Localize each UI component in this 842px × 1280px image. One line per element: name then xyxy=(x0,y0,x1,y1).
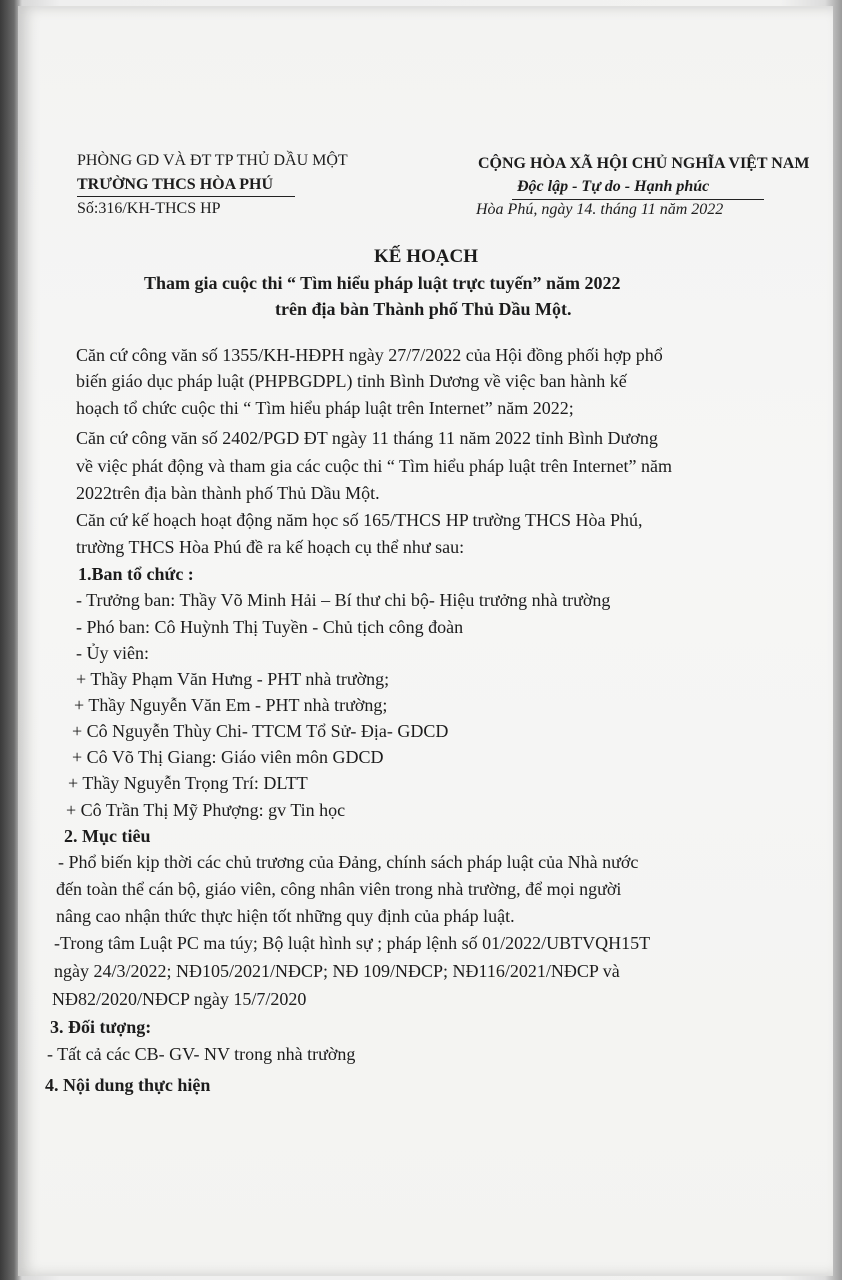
body-line: 2022trên địa bàn thành phố Thủ Dầu Một. xyxy=(76,483,380,503)
body-line: Căn cứ công văn số 2402/PGD ĐT ngày 11 tháng 11 năm 2022 tỉnh Bình Dương xyxy=(76,428,658,448)
body-line: nâng cao nhận thức thực hiện tốt những quy định của pháp luật. xyxy=(56,906,515,926)
section-heading-1: 1.Ban tổ chức : xyxy=(78,564,194,584)
department-name: PHÒNG GD VÀ ĐT TP THỦ DẦU MỘT xyxy=(77,152,348,169)
national-motto: Độc lập - Tự do - Hạnh phúc xyxy=(517,178,710,195)
list-item: + Cô Nguyễn Thùy Chi- TTCM Tổ Sử- Địa- GDCD xyxy=(72,721,449,741)
document-title: KẾ HOẠCH xyxy=(374,246,478,267)
body-line: về việc phát động và tham gia các cuộc thi “ Tìm hiểu pháp luật trên Internet” năm xyxy=(76,456,672,476)
motto-underline xyxy=(512,199,764,200)
document-subtitle-1: Tham gia cuộc thi “ Tìm hiểu pháp luật trực tuyến” năm 2022 xyxy=(144,273,621,293)
date-line: Hòa Phú, ngày 14. tháng 11 năm 2022 xyxy=(476,201,724,218)
body-line: -Trong tâm Luật PC ma túy; Bộ luật hình sự ; pháp lệnh số 01/2022/UBTVQH15T xyxy=(54,933,651,953)
body-line: - Phổ biến kịp thời các chủ trương của Đảng, chính sách pháp luật của Nhà nước xyxy=(58,852,639,872)
body-line: trường THCS Hòa Phú đề ra kế hoạch cụ thể như sau: xyxy=(76,537,465,557)
body-line: hoạch tổ chức cuộc thi “ Tìm hiểu pháp luật trên Internet” năm 2022; xyxy=(76,398,574,418)
list-item: + Cô Võ Thị Giang: Giáo viên môn GDCD xyxy=(72,747,384,767)
section-heading-4: 4. Nội dung thực hiện xyxy=(45,1075,211,1095)
country-name: CỘNG HÒA XÃ HỘI CHỦ NGHĨA VIỆT NAM xyxy=(478,155,810,172)
list-item: + Thầy Phạm Văn Hưng - PHT nhà trường; xyxy=(76,669,390,689)
section-heading-2: 2. Mục tiêu xyxy=(64,826,151,846)
section-heading-3: 3. Đối tượng: xyxy=(50,1017,152,1037)
document-number: Số:316/KH-THCS HP xyxy=(77,200,221,217)
body-line: đến toàn thể cán bộ, giáo viên, công nhân viên trong nhà trường, để mọi người xyxy=(56,879,622,899)
body-line: biến giáo dục pháp luật (PHPBGDPL) tỉnh Bình Dương về việc ban hành kế xyxy=(76,371,627,391)
list-item: + Thầy Nguyễn Văn Em - PHT nhà trường; xyxy=(74,695,388,715)
school-name: TRƯỜNG THCS HÒA PHÚ xyxy=(77,176,274,193)
list-item: - Trưởng ban: Thầy Võ Minh Hải – Bí thư chi bộ- Hiệu trưởng nhà trường xyxy=(76,590,611,610)
body-line: Căn cứ công văn số 1355/KH-HĐPH ngày 27/7/2022 của Hội đồng phối hợp phổ xyxy=(76,345,663,365)
body-line: Căn cứ kế hoạch hoạt động năm học số 165/THCS HP trường THCS Hòa Phú, xyxy=(76,510,643,530)
list-item: + Cô Trần Thị Mỹ Phượng: gv Tin học xyxy=(66,800,346,820)
list-item: - Phó ban: Cô Huỳnh Thị Tuyền - Chủ tịch công đoàn xyxy=(76,617,464,637)
body-line: NĐ82/2020/NĐCP ngày 15/7/2020 xyxy=(52,989,307,1009)
body-line: ngày 24/3/2022; NĐ105/2021/NĐCP; NĐ 109/NĐCP; NĐ116/2021/NĐCP và xyxy=(54,961,620,981)
list-item: - Ủy viên: xyxy=(76,643,149,663)
school-name-underline xyxy=(77,196,295,197)
list-item: + Thầy Nguyễn Trọng Trí: DLTT xyxy=(68,773,308,793)
document-subtitle-2: trên địa bàn Thành phố Thủ Dầu Một. xyxy=(275,299,572,319)
list-item: - Tất cả các CB- GV- NV trong nhà trường xyxy=(47,1044,356,1064)
